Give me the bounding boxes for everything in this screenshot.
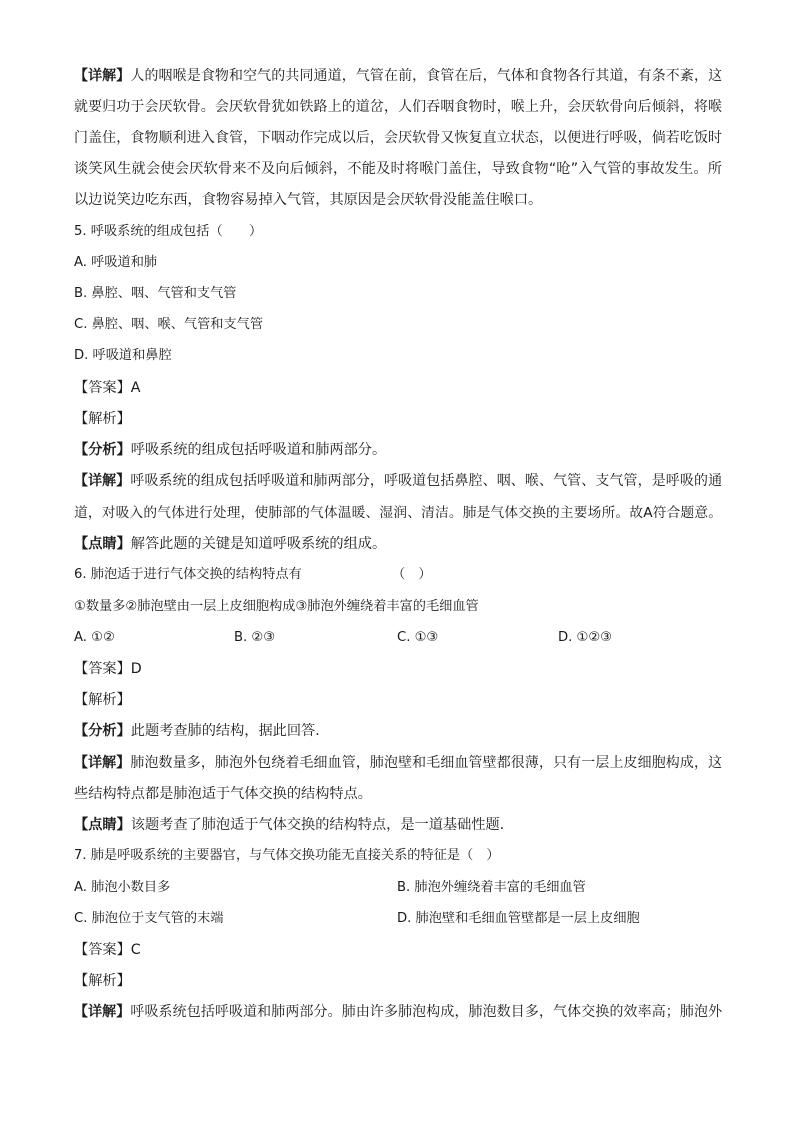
q4-detail-line-4: 谈笑风生就会使会厌软骨来不及向后倾斜，不能及时将喉门盖住，导致食物“呛”入气管的事故发生。所 <box>74 161 722 177</box>
q6-detail-line-1: 【详解】肺泡数量多，肺泡外包绕着毛细血管，肺泡壁和毛细血管壁都很薄，只有一层上皮细胞构成，这 <box>74 755 723 771</box>
q5-detail-line-1: 【详解】呼吸系统的组成包括呼吸道和肺两部分，呼吸道包括鼻腔、咽、喉、气管、支气管，是呼吸的通 <box>74 473 723 489</box>
q7-detail-line-1: 【详解】呼吸系统包括呼吸道和肺两部分。肺由许多肺泡构成，肺泡数目多，气体交换的效率高；肺泡外 <box>74 1004 723 1020</box>
detail-tag: 【详解】 <box>74 68 131 84</box>
q5-option-c: C. 鼻腔、咽、喉、气管和支气管 <box>74 317 264 332</box>
q5-option-a: A. 呼吸道和肺 <box>74 255 158 270</box>
q6-option-d: D. ①②③ <box>558 630 613 645</box>
q6-answer-paren: （ ） <box>392 567 432 582</box>
q7-analysis-heading: 【解析】 <box>74 973 131 989</box>
q6-stem: 6. 肺泡适于进行气体交换的结构特点有 <box>74 567 302 582</box>
q4-detail-line-1: 【详解】人的咽喉是食物和空气的共同通道，气管在前，食管在后，气体和食物各行其道，有条不紊，这 <box>74 68 723 84</box>
q6-option-b: B. ②③ <box>234 630 276 645</box>
q7-option-d: D. 肺泡壁和毛细血管壁都是一层上皮细胞 <box>397 911 640 926</box>
q5-detail-line-2: 道，对吸入的气体进行处理，使肺部的气体温暖、湿润、清洁。肺是气体交换的主要场所。故A符合题意。 <box>74 505 722 521</box>
q5-answer: 【答案】A <box>74 380 141 396</box>
q6-fenxi: 【分析】此题考查肺的结构，据此回答. <box>74 723 320 739</box>
q5-option-d: D. 呼吸道和鼻腔 <box>74 348 172 363</box>
q7-stem: 7. 肺是呼吸系统的主要器官，与气体交换功能无直接关系的特征是（ ） <box>74 848 500 863</box>
q7-option-a: A. 肺泡小数目多 <box>74 880 171 895</box>
q6-answer: 【答案】D <box>74 661 142 677</box>
q6-option-a: A. ①② <box>74 630 115 645</box>
q4-detail-line-2: 就要归功于会厌软骨。会厌软骨犹如铁路上的道岔，人们吞咽食物时，喉上升，会厌软骨向后倾斜，将喉 <box>74 99 722 115</box>
q5-fenxi: 【分析】呼吸系统的组成包括呼吸道和肺两部分。 <box>74 442 387 458</box>
q6-detail-line-2: 些结构特点都是肺泡适于气体交换的结构特点。 <box>74 786 372 802</box>
q5-stem: 5. 呼吸系统的组成包括（ ） <box>74 224 263 239</box>
q7-answer: 【答案】C <box>74 942 141 958</box>
q6-option-c: C. ①③ <box>397 630 439 645</box>
q5-dianjing: 【点睛】解答此题的关键是知道呼吸系统的组成。 <box>74 536 387 552</box>
q7-option-c: C. 肺泡位于支气管的末端 <box>74 911 224 926</box>
q7-option-b: B. 肺泡外缠绕着丰富的毛细血管 <box>397 880 586 895</box>
q5-analysis-heading: 【解析】 <box>74 411 131 427</box>
q6-dianjing: 【点睛】该题考查了肺泡适于气体交换的结构特点，是一道基础性题. <box>74 817 505 833</box>
q4-detail-line-3: 门盖住，食物顺利进入食管，下咽动作完成以后，会厌软骨又恢复直立状态，以便进行呼吸，倘若吃饭时 <box>74 130 722 146</box>
q5-option-b: B. 鼻腔、咽、气管和支气管 <box>74 286 237 301</box>
q4-detail-line-5: 以边说笑边吃东西，食物容易掉入气管，其原因是会厌软骨没能盖住喉口。 <box>74 192 543 208</box>
q6-analysis-heading: 【解析】 <box>74 692 131 708</box>
q6-statement: ①数量多②肺泡壁由一层上皮细胞构成③肺泡外缠绕着丰富的毛细血管 <box>74 599 479 614</box>
